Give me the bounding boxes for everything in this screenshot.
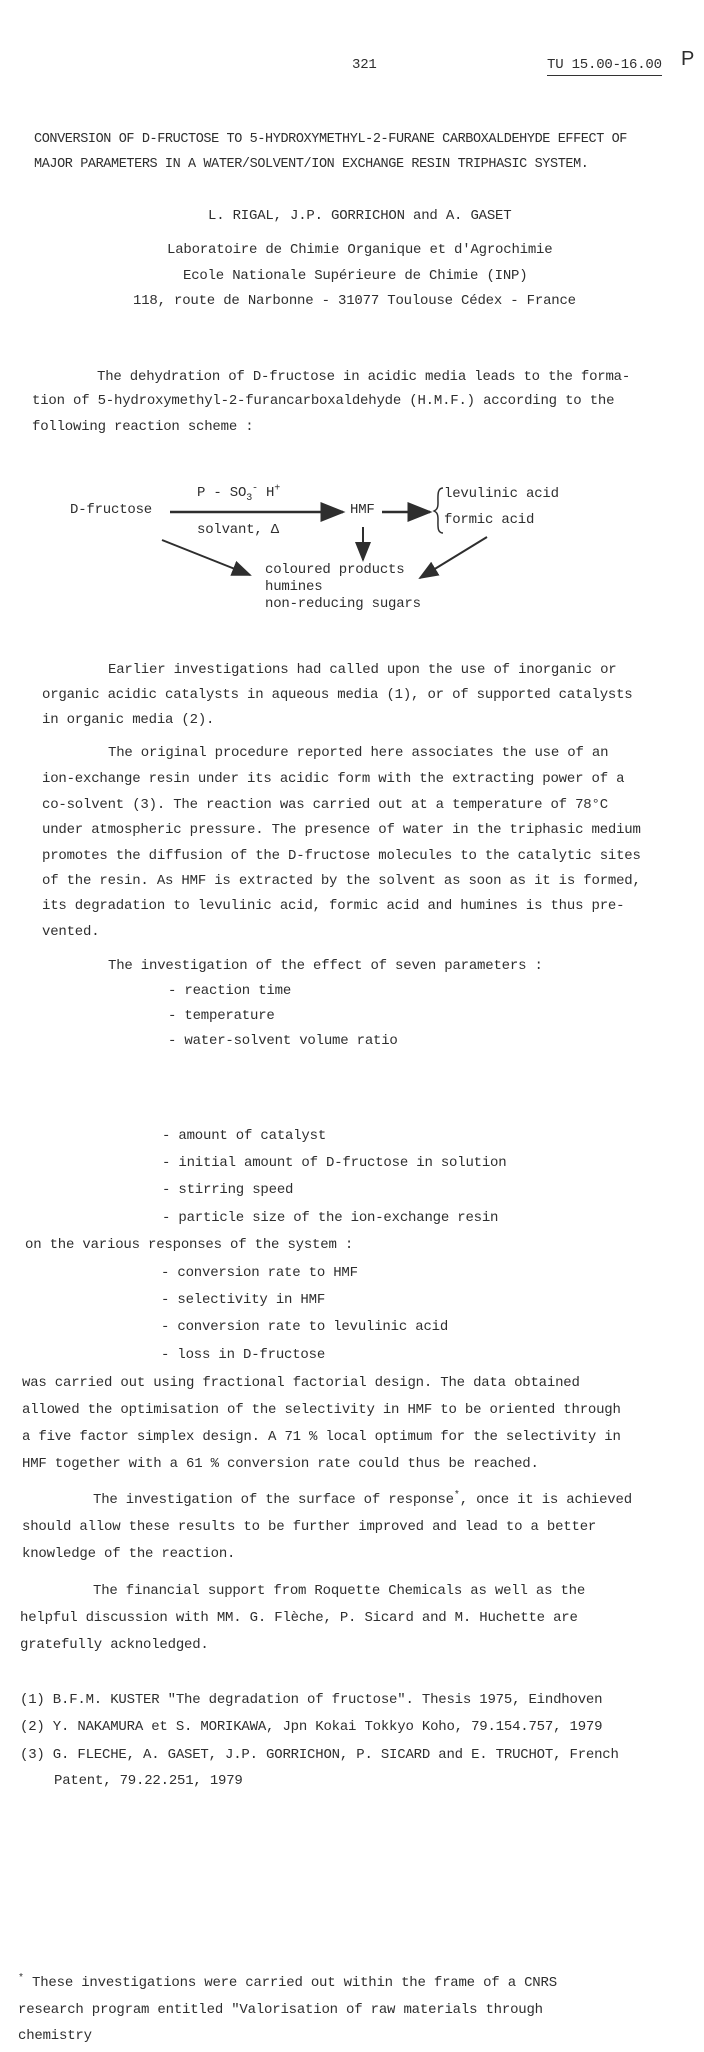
footnote-line: chemistry: [18, 2028, 92, 2044]
parameter-item: - water-solvent volume ratio: [168, 1033, 398, 1049]
affiliation-line: Laboratoire de Chimie Organique et d'Agrochimie: [167, 242, 553, 258]
response-item: - loss in D-fructose: [161, 1347, 326, 1363]
page-number: 321: [352, 57, 377, 73]
title-line: CONVERSION OF D-FRUCTOSE TO 5-HYDROXYMETHYL-2-FURANE CARBOXALDEHYDE EFFECT OF: [34, 132, 628, 147]
acid-product: levulinic acid: [444, 486, 559, 502]
footnote-mark: *: [18, 1973, 24, 1985]
side-product: non-reducing sugars: [265, 596, 421, 612]
response-item: - conversion rate to levulinic acid: [161, 1319, 449, 1335]
footnote-mark: *: [453, 1490, 460, 1502]
paragraph-line: allowed the optimisation of the selectivity in HMF to be oriented through: [22, 1402, 621, 1418]
catalyst: P - $SO_3^-$ H+: [197, 483, 281, 504]
paragraph-line: was carried out using fractional factorial design. The data obtained: [22, 1375, 580, 1391]
conditions: solvant, Δ: [197, 522, 280, 538]
paragraph-line: tion of 5-hydroxymethyl-2-furancarboxaldehyde (H.M.F.) according to the: [32, 393, 615, 409]
paragraph-line: a five factor simplex design. A 71 % local optimum for the selectivity in: [22, 1429, 621, 1445]
paragraph-line: The dehydration of D-fructose in acidic media leads to the forma-: [97, 369, 631, 385]
reference-item: (2) Y. NAKAMURA et S. MORIKAWA, Jpn Kokai Tokkyo Koho, 79.154.757, 1979: [20, 1719, 603, 1735]
title-line: MAJOR PARAMETERS IN A WATER/SOLVENT/ION EXCHANGE RESIN TRIPHASIC SYSTEM.: [34, 157, 589, 172]
paragraph-line: promotes the diffusion of the D-fructose molecules to the catalytic sites: [42, 848, 641, 864]
reference-item: (1) B.F.M. KUSTER "The degradation of fructose". Thesis 1975, Eindhoven: [20, 1692, 603, 1708]
paragraph-line: Earlier investigations had called upon the use of inorganic or: [108, 662, 617, 678]
side-product: coloured products: [265, 562, 405, 578]
authors: L. RIGAL, J.P. GORRICHON and A. GASET: [208, 208, 512, 224]
intermediate: HMF: [350, 502, 375, 518]
footnote-line: * These investigations were carried out within the frame of a CNRS: [18, 1973, 557, 1991]
affiliation-line: Ecole Nationale Supérieure de Chimie (INP): [183, 268, 528, 284]
session-label: TU 15.00-16.00: [547, 56, 662, 76]
paragraph-line: knowledge of the reaction.: [22, 1546, 236, 1562]
reactant: D-fructose: [70, 502, 153, 518]
paragraph-line: its degradation to levulinic acid, formic acid and humines is thus pre-: [42, 898, 625, 914]
arrow-acids-to-products: [420, 537, 487, 578]
paragraph-line: helpful discussion with MM. G. Flèche, P. Sicard and M. Huchette are: [20, 1610, 578, 1626]
paragraph-line: co-solvent (3). The reaction was carried out at a temperature of 78°C: [42, 797, 608, 813]
paragraph-line: The investigation of the surface of response*, once it is achieved: [93, 1490, 632, 1508]
session-marker: P: [681, 48, 695, 70]
side-product: humines: [265, 579, 323, 595]
acid-product: formic acid: [444, 512, 535, 528]
parameter-item: - reaction time: [168, 983, 292, 999]
paragraph-line: on the various responses of the system :: [25, 1237, 354, 1253]
paragraph-line: The investigation of the effect of seven parameters :: [108, 958, 543, 974]
parameter-item: - amount of catalyst: [162, 1128, 327, 1144]
paragraph-line: HMF together with a 61 % conversion rate could thus be reached.: [22, 1456, 539, 1472]
affiliation-line: 118, route de Narbonne - 31077 Toulouse Cédex - France: [133, 293, 576, 309]
parameter-item: - stirring speed: [162, 1182, 294, 1198]
paragraph-line: The financial support from Roquette Chemicals as well as the: [93, 1583, 586, 1599]
paragraph-line: of the resin. As HMF is extracted by the solvent as soon as it is formed,: [42, 873, 641, 889]
arrow-fructose-to-products: [162, 540, 250, 575]
paragraph-line: ion-exchange resin under its acidic form with the extracting power of a: [42, 771, 625, 787]
footnote-line: research program entitled "Valorisation of raw materials through: [18, 2002, 543, 2018]
paragraph-line: The original procedure reported here associates the use of an: [108, 745, 609, 761]
paragraph-line: organic acidic catalysts in aqueous media (1), or of supported catalysts: [42, 687, 633, 703]
response-item: - selectivity in HMF: [161, 1292, 326, 1308]
parameter-item: - temperature: [168, 1008, 275, 1024]
paragraph-line: should allow these results to be further improved and lead to a better: [22, 1519, 597, 1535]
paragraph-line: following reaction scheme :: [32, 419, 254, 435]
parameter-item: - initial amount of D-fructose in solution: [162, 1155, 507, 1171]
response-item: - conversion rate to HMF: [161, 1265, 358, 1281]
paragraph-line: vented.: [42, 924, 100, 940]
paragraph-line: in organic media (2).: [42, 712, 215, 728]
paragraph-line: under atmospheric pressure. The presence of water in the triphasic medium: [42, 822, 641, 838]
paragraph-line: gratefully acknoledged.: [20, 1637, 209, 1653]
parameter-item: - particle size of the ion-exchange resin: [162, 1210, 499, 1226]
reference-item: Patent, 79.22.251, 1979: [54, 1773, 243, 1789]
brace-icon: [434, 488, 443, 533]
reference-item: (3) G. FLECHE, A. GASET, J.P. GORRICHON, P. SICARD and E. TRUCHOT, French: [20, 1747, 619, 1763]
